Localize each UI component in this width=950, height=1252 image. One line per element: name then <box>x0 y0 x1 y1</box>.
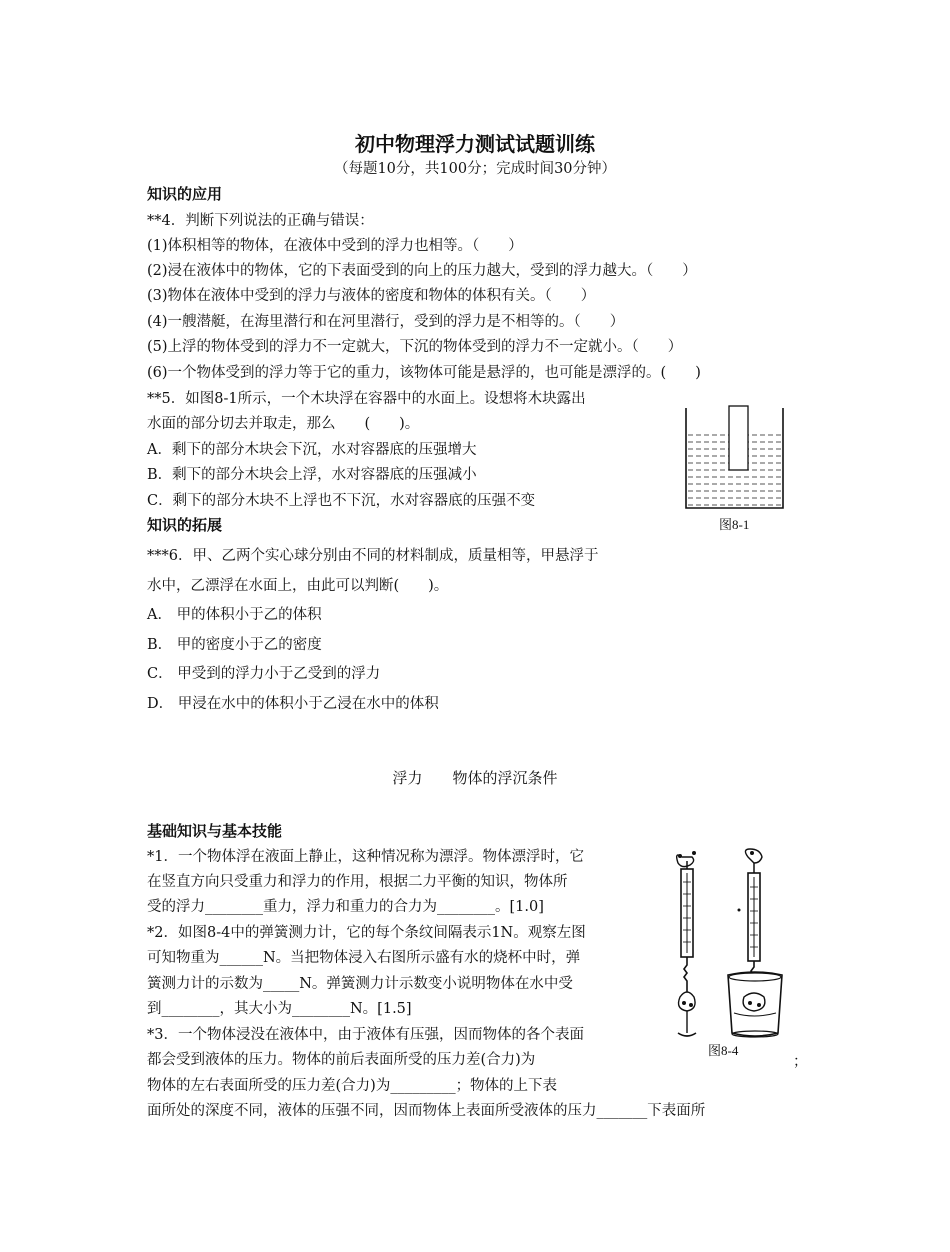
q3-trailing-mark: ； <box>793 1054 808 1070</box>
q2-line: 簧测力计的示数为_____N。弹簧测力计示数变小说明物体在水中受 <box>147 976 573 992</box>
page-subtitle: （每题10分，共100分；完成时间30分钟） <box>333 161 617 177</box>
q5-option: A．剩下的部分木块会下沉，水对容器底的压强增大 <box>147 442 477 458</box>
q4-item: (2)浸在液体中的物体，它的下表面受到的向上的压力越大，受到的浮力越大。（ ） <box>147 263 697 279</box>
q6-option: B． 甲的密度小于乙的密度 <box>147 637 322 653</box>
q5-line: 水面的部分切去并取走，那么 ( )。 <box>147 416 420 432</box>
figure-8-4-caption: 图8-4 <box>708 1043 739 1058</box>
figure-8-4-spring-scales <box>660 847 810 1042</box>
q4-item: (3)物体在液体中受到的浮力与液体的密度和物体的体积有关。（ ） <box>147 288 596 304</box>
q3-line: 面所处的深度不同，液体的压强不同，因而物体上表面所受液体的压力_______下表面所 <box>147 1103 706 1119</box>
q6-line: ***6．甲、乙两个实心球分别由不同的材料制成，质量相等，甲悬浮于 <box>147 548 599 564</box>
q4-stem: **4．判断下列说法的正确与错误： <box>147 213 374 229</box>
heading-basic: 基础知识与基本技能 <box>147 822 283 840</box>
q2-line: 可知物重为______N。当把物体浸入右图所示盛有水的烧杯中时，弹 <box>147 950 581 966</box>
q1-line: 在竖直方向只受重力和浮力的作用，根据二力平衡的知识，物体所 <box>147 874 568 890</box>
q1-line: *1．一个物体浮在液面上静止，这种情况称为漂浮。物体漂浮时，它 <box>147 849 584 865</box>
q6-option: D． 甲浸在水中的体积小于乙浸在水中的体积 <box>147 696 439 712</box>
q5-option: B．剩下的部分木块会上浮，水对容器底的压强减小 <box>147 467 477 483</box>
q3-line: 都会受到液体的压力。物体的前后表面所受的压力差(合力)为 <box>147 1052 536 1068</box>
q4-item: (5)上浮的物体受到的浮力不一定就大，下沉的物体受到的浮力不一定就小。（ ） <box>147 339 683 355</box>
figure-8-1-caption: 图8-1 <box>719 517 750 532</box>
heading-extend: 知识的拓展 <box>147 516 223 534</box>
page-title: 初中物理浮力测试试题训练 <box>355 132 595 156</box>
q3-line: 物体的左右表面所受的压力差(合力)为_________；物体的上下表 <box>147 1078 558 1094</box>
heading-apply: 知识的应用 <box>147 185 223 203</box>
q4-item: (1)体积相等的物体，在液体中受到的浮力也相等。（ ） <box>147 238 523 254</box>
q5-line: **5．如图8-1所示，一个木块浮在容器中的水面上。设想将木块露出 <box>147 391 586 407</box>
q3-line: *3．一个物体浸没在液体中，由于液体有压强，因而物体的各个表面 <box>147 1027 584 1043</box>
q6-option: A． 甲的体积小于乙的体积 <box>147 607 322 623</box>
q5-option: C．剩下的部分木块不上浮也不下沉，水对容器底的压强不变 <box>147 493 536 509</box>
section2-title: 浮力 物体的浮沉条件 <box>392 769 558 787</box>
figure-8-1-container <box>682 402 787 512</box>
q2-line: *2．如图8-4中的弹簧测力计，它的每个条纹间隔表示1N。观察左图 <box>147 925 586 941</box>
q2-line: 到________，其大小为________N。[1.5] <box>147 1001 412 1017</box>
q4-item: (4)一艘潜艇，在海里潜行和在河里潜行，受到的浮力是不相等的。（ ） <box>147 314 625 330</box>
q1-line: 受的浮力________重力，浮力和重力的合力为________。[1.0] <box>147 899 544 915</box>
q6-line: 水中，乙漂浮在水面上，由此可以判断( )。 <box>147 578 449 594</box>
q4-item: (6)一个物体受到的浮力等于它的重力，该物体可能是悬浮的，也可能是漂浮的。( ) <box>147 365 701 381</box>
q6-option: C． 甲受到的浮力小于乙受到的浮力 <box>147 666 381 682</box>
